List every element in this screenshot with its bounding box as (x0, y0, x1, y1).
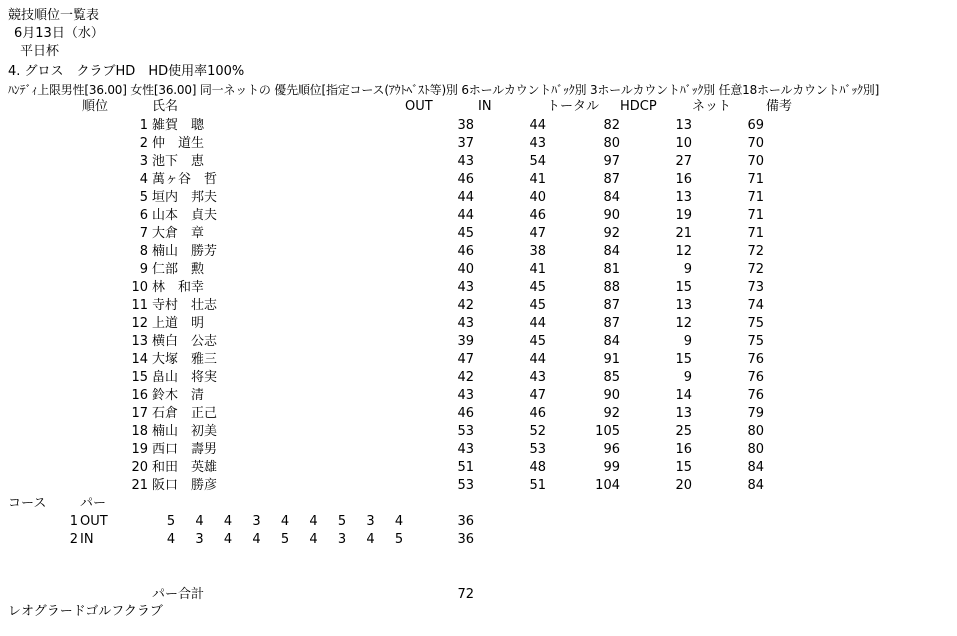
name-cell: 西口 壽男 (152, 442, 218, 457)
total-cell: 85 (603, 370, 620, 385)
rank-cell: 16 (131, 388, 148, 403)
total-cell: 87 (603, 298, 620, 313)
table-row (0, 352, 957, 370)
table-row (0, 424, 957, 442)
total-cell: 84 (603, 334, 620, 349)
in-cell: 44 (529, 316, 546, 331)
rank-cell: 9 (139, 262, 148, 277)
out-cell: 44 (457, 190, 474, 205)
in-cell: 46 (529, 208, 546, 223)
total-cell: 92 (603, 406, 620, 421)
course-number: 2 (69, 532, 78, 547)
name-cell: 林 和幸 (152, 280, 205, 295)
total-cell: 92 (603, 226, 620, 241)
name-cell: 和田 英雄 (152, 460, 218, 475)
table-row (0, 262, 957, 280)
hole-par: 4 (394, 514, 404, 529)
name-cell: 山本 貞夫 (152, 208, 218, 223)
in-cell: 54 (529, 154, 546, 169)
in-cell: 40 (529, 190, 546, 205)
table-row (0, 190, 957, 208)
net-cell: 75 (747, 334, 764, 349)
out-cell: 46 (457, 406, 474, 421)
hdcp-cell: 21 (675, 226, 692, 241)
table-row (0, 226, 957, 244)
hole-par: 3 (337, 532, 347, 547)
table-row (0, 388, 957, 406)
net-cell: 80 (747, 442, 764, 457)
out-cell: 39 (457, 334, 474, 349)
total-cell: 80 (603, 136, 620, 151)
table-row (0, 172, 957, 190)
total-cell: 82 (603, 118, 620, 133)
rank-cell: 5 (139, 190, 148, 205)
hole-par: 4 (309, 514, 318, 529)
in-cell: 43 (529, 370, 546, 385)
hdcp-cell: 10 (675, 136, 692, 151)
hdcp-cell: 15 (675, 352, 692, 367)
net-cell: 79 (747, 406, 764, 421)
rank-cell: 6 (139, 208, 148, 223)
hole-par: 4 (223, 532, 233, 547)
course-label: コース (8, 496, 47, 511)
name-cell: 畠山 将実 (152, 370, 218, 385)
total-cell: 81 (603, 262, 620, 277)
total-cell: 91 (603, 352, 620, 367)
in-cell: 46 (529, 406, 546, 421)
net-cell: 70 (747, 136, 764, 151)
total-cell: 88 (603, 280, 620, 295)
name-cell: 横白 公志 (152, 334, 218, 349)
column-rank: 順位 (82, 99, 109, 114)
name-cell: 大倉 章 (152, 226, 205, 241)
net-cell: 76 (747, 370, 764, 385)
net-cell: 76 (747, 352, 764, 367)
out-cell: 53 (457, 478, 474, 493)
course-row (0, 532, 957, 550)
name-cell: 阪口 勝彦 (152, 478, 218, 493)
rank-cell: 13 (131, 334, 148, 349)
total-cell: 84 (603, 244, 620, 259)
out-cell: 40 (457, 262, 474, 277)
table-row (0, 406, 957, 424)
hdcp-cell: 9 (683, 334, 692, 349)
rank-cell: 3 (139, 154, 148, 169)
hdcp-cell: 14 (675, 388, 692, 403)
table-row (0, 208, 957, 226)
total-cell: 99 (603, 460, 620, 475)
hdcp-cell: 15 (675, 460, 692, 475)
in-cell: 51 (529, 478, 546, 493)
name-cell: 楠山 勝芳 (152, 244, 218, 259)
rank-cell: 12 (131, 316, 148, 331)
out-cell: 43 (457, 280, 474, 295)
in-cell: 44 (529, 352, 546, 367)
hdcp-cell: 12 (675, 244, 692, 259)
hdcp-cell: 13 (675, 406, 692, 421)
hole-par: 4 (166, 532, 176, 547)
total-cell: 90 (603, 208, 620, 223)
out-cell: 43 (457, 316, 474, 331)
scoring-format: 4. グロス クラブHD HD使用率100% (8, 64, 245, 79)
rank-cell: 2 (139, 136, 148, 151)
in-cell: 52 (529, 424, 546, 439)
name-cell: 仁部 勲 (152, 262, 205, 277)
course-row (0, 514, 957, 532)
in-cell: 41 (529, 172, 546, 187)
table-row (0, 316, 957, 334)
table-row (0, 118, 957, 136)
hdcp-cell: 13 (675, 298, 692, 313)
rank-cell: 15 (131, 370, 148, 385)
net-cell: 69 (747, 118, 764, 133)
column-total: トータル (547, 99, 600, 114)
rank-cell: 7 (139, 226, 148, 241)
total-cell: 87 (603, 316, 620, 331)
hdcp-cell: 20 (675, 478, 692, 493)
out-cell: 44 (457, 208, 474, 223)
par-label: パー (80, 496, 107, 511)
in-cell: 47 (529, 388, 546, 403)
rank-cell: 18 (131, 424, 148, 439)
hdcp-cell: 13 (675, 190, 692, 205)
table-row (0, 334, 957, 352)
hole-par: 4 (280, 514, 290, 529)
rank-cell: 10 (131, 280, 148, 295)
in-cell: 44 (529, 118, 546, 133)
total-cell: 87 (603, 172, 620, 187)
table-row (0, 280, 957, 298)
out-cell: 42 (457, 298, 474, 313)
net-cell: 73 (747, 280, 764, 295)
rank-cell: 14 (131, 352, 148, 367)
hole-par: 3 (252, 514, 261, 529)
net-cell: 71 (747, 208, 764, 223)
table-row (0, 460, 957, 478)
club-name: レオグラードゴルフクラブ (8, 604, 163, 619)
out-cell: 43 (457, 442, 474, 457)
out-cell: 46 (457, 172, 474, 187)
column-net: ネット (692, 99, 732, 114)
hdcp-cell: 25 (675, 424, 692, 439)
page-title: 競技順位一覧表 (8, 8, 100, 23)
total-cell: 84 (603, 190, 620, 205)
name-cell: 仲 道生 (152, 136, 205, 151)
par-total-value: 72 (457, 587, 474, 602)
hdcp-cell: 9 (683, 262, 692, 277)
course-name: IN (80, 532, 94, 547)
table-row (0, 136, 957, 154)
hdcp-cell: 12 (675, 316, 692, 331)
total-cell: 105 (595, 424, 620, 439)
hdcp-cell: 16 (675, 442, 692, 457)
name-cell: 大塚 雅三 (152, 352, 218, 367)
out-cell: 47 (457, 352, 474, 367)
course-par-total: 36 (457, 514, 474, 529)
hole-par: 3 (195, 532, 204, 547)
in-cell: 43 (529, 136, 546, 151)
net-cell: 84 (747, 460, 764, 475)
table-row (0, 478, 957, 496)
name-cell: 寺村 壮志 (152, 298, 218, 313)
rank-cell: 11 (131, 298, 148, 313)
name-cell: 楠山 初美 (152, 424, 218, 439)
name-cell: 垣内 邦夫 (152, 190, 218, 205)
hole-par: 4 (252, 532, 261, 547)
hdcp-cell: 19 (675, 208, 692, 223)
hole-par: 4 (223, 514, 233, 529)
in-cell: 38 (529, 244, 546, 259)
out-cell: 51 (457, 460, 474, 475)
rank-cell: 1 (139, 118, 148, 133)
net-cell: 72 (747, 262, 764, 277)
net-cell: 71 (747, 226, 764, 241)
out-cell: 45 (457, 226, 474, 241)
total-cell: 104 (595, 478, 620, 493)
hole-par: 4 (309, 532, 318, 547)
name-cell: 池下 恵 (152, 154, 205, 169)
table-row (0, 370, 957, 388)
net-cell: 74 (747, 298, 764, 313)
total-cell: 90 (603, 388, 620, 403)
course-par-total: 36 (457, 532, 474, 547)
hdcp-cell: 15 (675, 280, 692, 295)
name-cell: 萬ヶ谷 哲 (152, 172, 218, 187)
event-name: 平日杯 (20, 44, 60, 59)
rank-cell: 20 (131, 460, 148, 475)
out-cell: 38 (457, 118, 474, 133)
hole-par: 3 (366, 514, 375, 529)
out-cell: 53 (457, 424, 474, 439)
course-number: 1 (69, 514, 78, 529)
rank-cell: 17 (131, 406, 148, 421)
name-cell: 鈴木 清 (152, 388, 205, 403)
table-row (0, 442, 957, 460)
column-in: IN (478, 99, 492, 114)
total-cell: 96 (603, 442, 620, 457)
hdcp-cell: 27 (675, 154, 692, 169)
column-out: OUT (405, 99, 433, 114)
out-cell: 46 (457, 244, 474, 259)
rank-cell: 19 (131, 442, 148, 457)
rank-cell: 8 (139, 244, 148, 259)
net-cell: 71 (747, 190, 764, 205)
hole-par: 5 (166, 514, 176, 529)
hole-par: 5 (280, 532, 290, 547)
name-cell: 上道 明 (152, 316, 205, 331)
hole-par: 4 (366, 532, 375, 547)
in-cell: 45 (529, 334, 546, 349)
in-cell: 45 (529, 280, 546, 295)
out-cell: 42 (457, 370, 474, 385)
rank-cell: 21 (131, 478, 148, 493)
event-date: 6月13日（水） (14, 26, 104, 41)
in-cell: 53 (529, 442, 546, 457)
total-cell: 97 (603, 154, 620, 169)
tiebreak-rules: ﾊﾝﾃﾞｨ上限男性[36.00] 女性[36.00] 同一ネットの 優先順位[指定コース(ｱｳﾄﾍﾞｽﾄ等)別 6ホールカウントﾊﾞｯｸ別 3ホールカウントﾊﾞｯｸ別 任意18ホールカウントﾊﾞｯｸ別] (8, 83, 880, 97)
net-cell: 84 (747, 478, 764, 493)
table-row (0, 154, 957, 172)
net-cell: 72 (747, 244, 764, 259)
column-remarks: 備考 (766, 99, 793, 114)
hdcp-cell: 9 (683, 370, 692, 385)
out-cell: 43 (457, 154, 474, 169)
table-row (0, 244, 957, 262)
net-cell: 75 (747, 316, 764, 331)
net-cell: 71 (747, 172, 764, 187)
name-cell: 石倉 正己 (152, 406, 218, 421)
net-cell: 80 (747, 424, 764, 439)
hole-par: 5 (394, 532, 404, 547)
net-cell: 70 (747, 154, 764, 169)
table-row (0, 298, 957, 316)
par-total-label: パー合計 (152, 587, 205, 602)
course-name: OUT (80, 514, 108, 529)
in-cell: 41 (529, 262, 546, 277)
name-cell: 雑賀 聰 (152, 118, 205, 133)
net-cell: 76 (747, 388, 764, 403)
out-cell: 37 (457, 136, 474, 151)
in-cell: 47 (529, 226, 546, 241)
column-name: 氏名 (152, 99, 179, 114)
in-cell: 45 (529, 298, 546, 313)
rank-cell: 4 (139, 172, 148, 187)
out-cell: 43 (457, 388, 474, 403)
in-cell: 48 (529, 460, 546, 475)
hole-par: 4 (195, 514, 204, 529)
column-header-row (0, 99, 957, 117)
column-hdcp: HDCP (620, 99, 657, 114)
hdcp-cell: 16 (675, 172, 692, 187)
hole-par: 5 (337, 514, 347, 529)
hdcp-cell: 13 (675, 118, 692, 133)
